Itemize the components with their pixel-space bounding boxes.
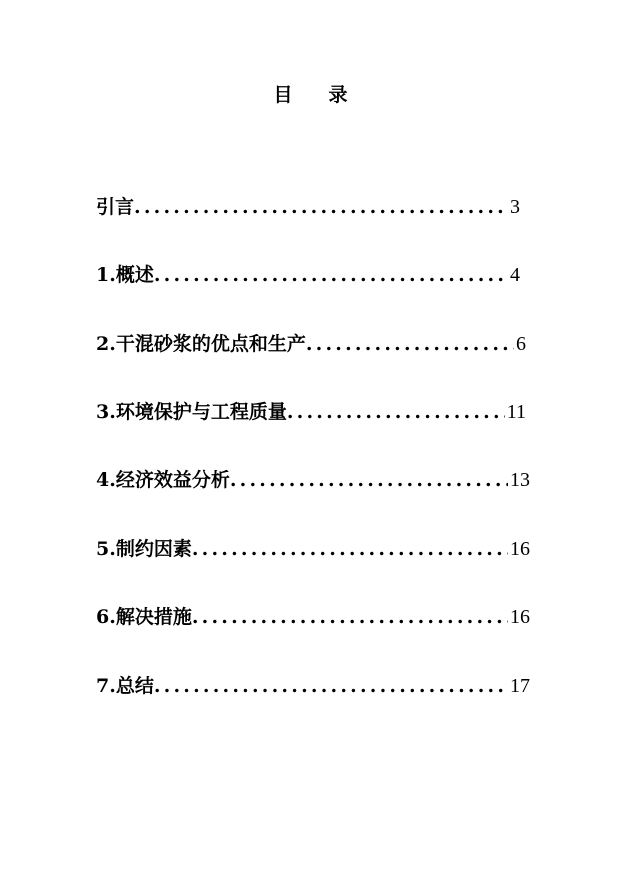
toc-entry-2[interactable]	[96, 331, 526, 357]
toc-leader-dots	[306, 331, 514, 357]
toc-entry-label: 引言	[96, 196, 135, 218]
toc-entry-label: 4.经济效益分析	[96, 469, 230, 491]
toc-leader-dots	[154, 262, 508, 288]
toc-entry-label: 7.总结	[96, 675, 154, 697]
toc-leader-dots	[192, 604, 508, 630]
toc-entry-page: 17	[510, 675, 530, 697]
toc-entry-4[interactable]	[96, 467, 530, 493]
toc-entry-1[interactable]	[96, 262, 520, 288]
toc-leader-dots	[154, 673, 508, 699]
toc-entry-label: 6.解决措施	[96, 606, 192, 628]
toc-entry-5[interactable]	[96, 536, 530, 562]
toc-leader-dots	[192, 536, 508, 562]
toc-entry-label: 5.制约因素	[96, 538, 192, 560]
toc-entry-label: 2.干混砂浆的优点和生产	[96, 333, 306, 355]
title-char-2: 录	[328, 84, 348, 106]
toc-entry-6[interactable]	[96, 604, 530, 630]
toc-leader-dots	[287, 399, 505, 425]
toc-entry-3[interactable]	[96, 399, 526, 425]
toc-entry-page: 3	[510, 196, 520, 218]
toc-entry-label: 3.环境保护与工程质量	[96, 401, 287, 423]
toc-entry-page: 13	[510, 469, 530, 491]
toc-entry-page: 11	[506, 401, 526, 423]
toc-entry-label: 1.概述	[96, 264, 154, 286]
title-char-1: 目	[273, 84, 293, 106]
toc-entry-page: 16	[510, 538, 530, 560]
toc-leader-dots	[230, 467, 508, 493]
toc-entry-page: 6	[516, 333, 526, 355]
toc-entry-7[interactable]	[96, 673, 530, 699]
toc-entry-intro[interactable]	[96, 194, 520, 220]
toc-entry-page: 16	[510, 606, 530, 628]
toc-leader-dots	[134, 194, 508, 220]
toc-entry-page: 4	[510, 264, 520, 286]
